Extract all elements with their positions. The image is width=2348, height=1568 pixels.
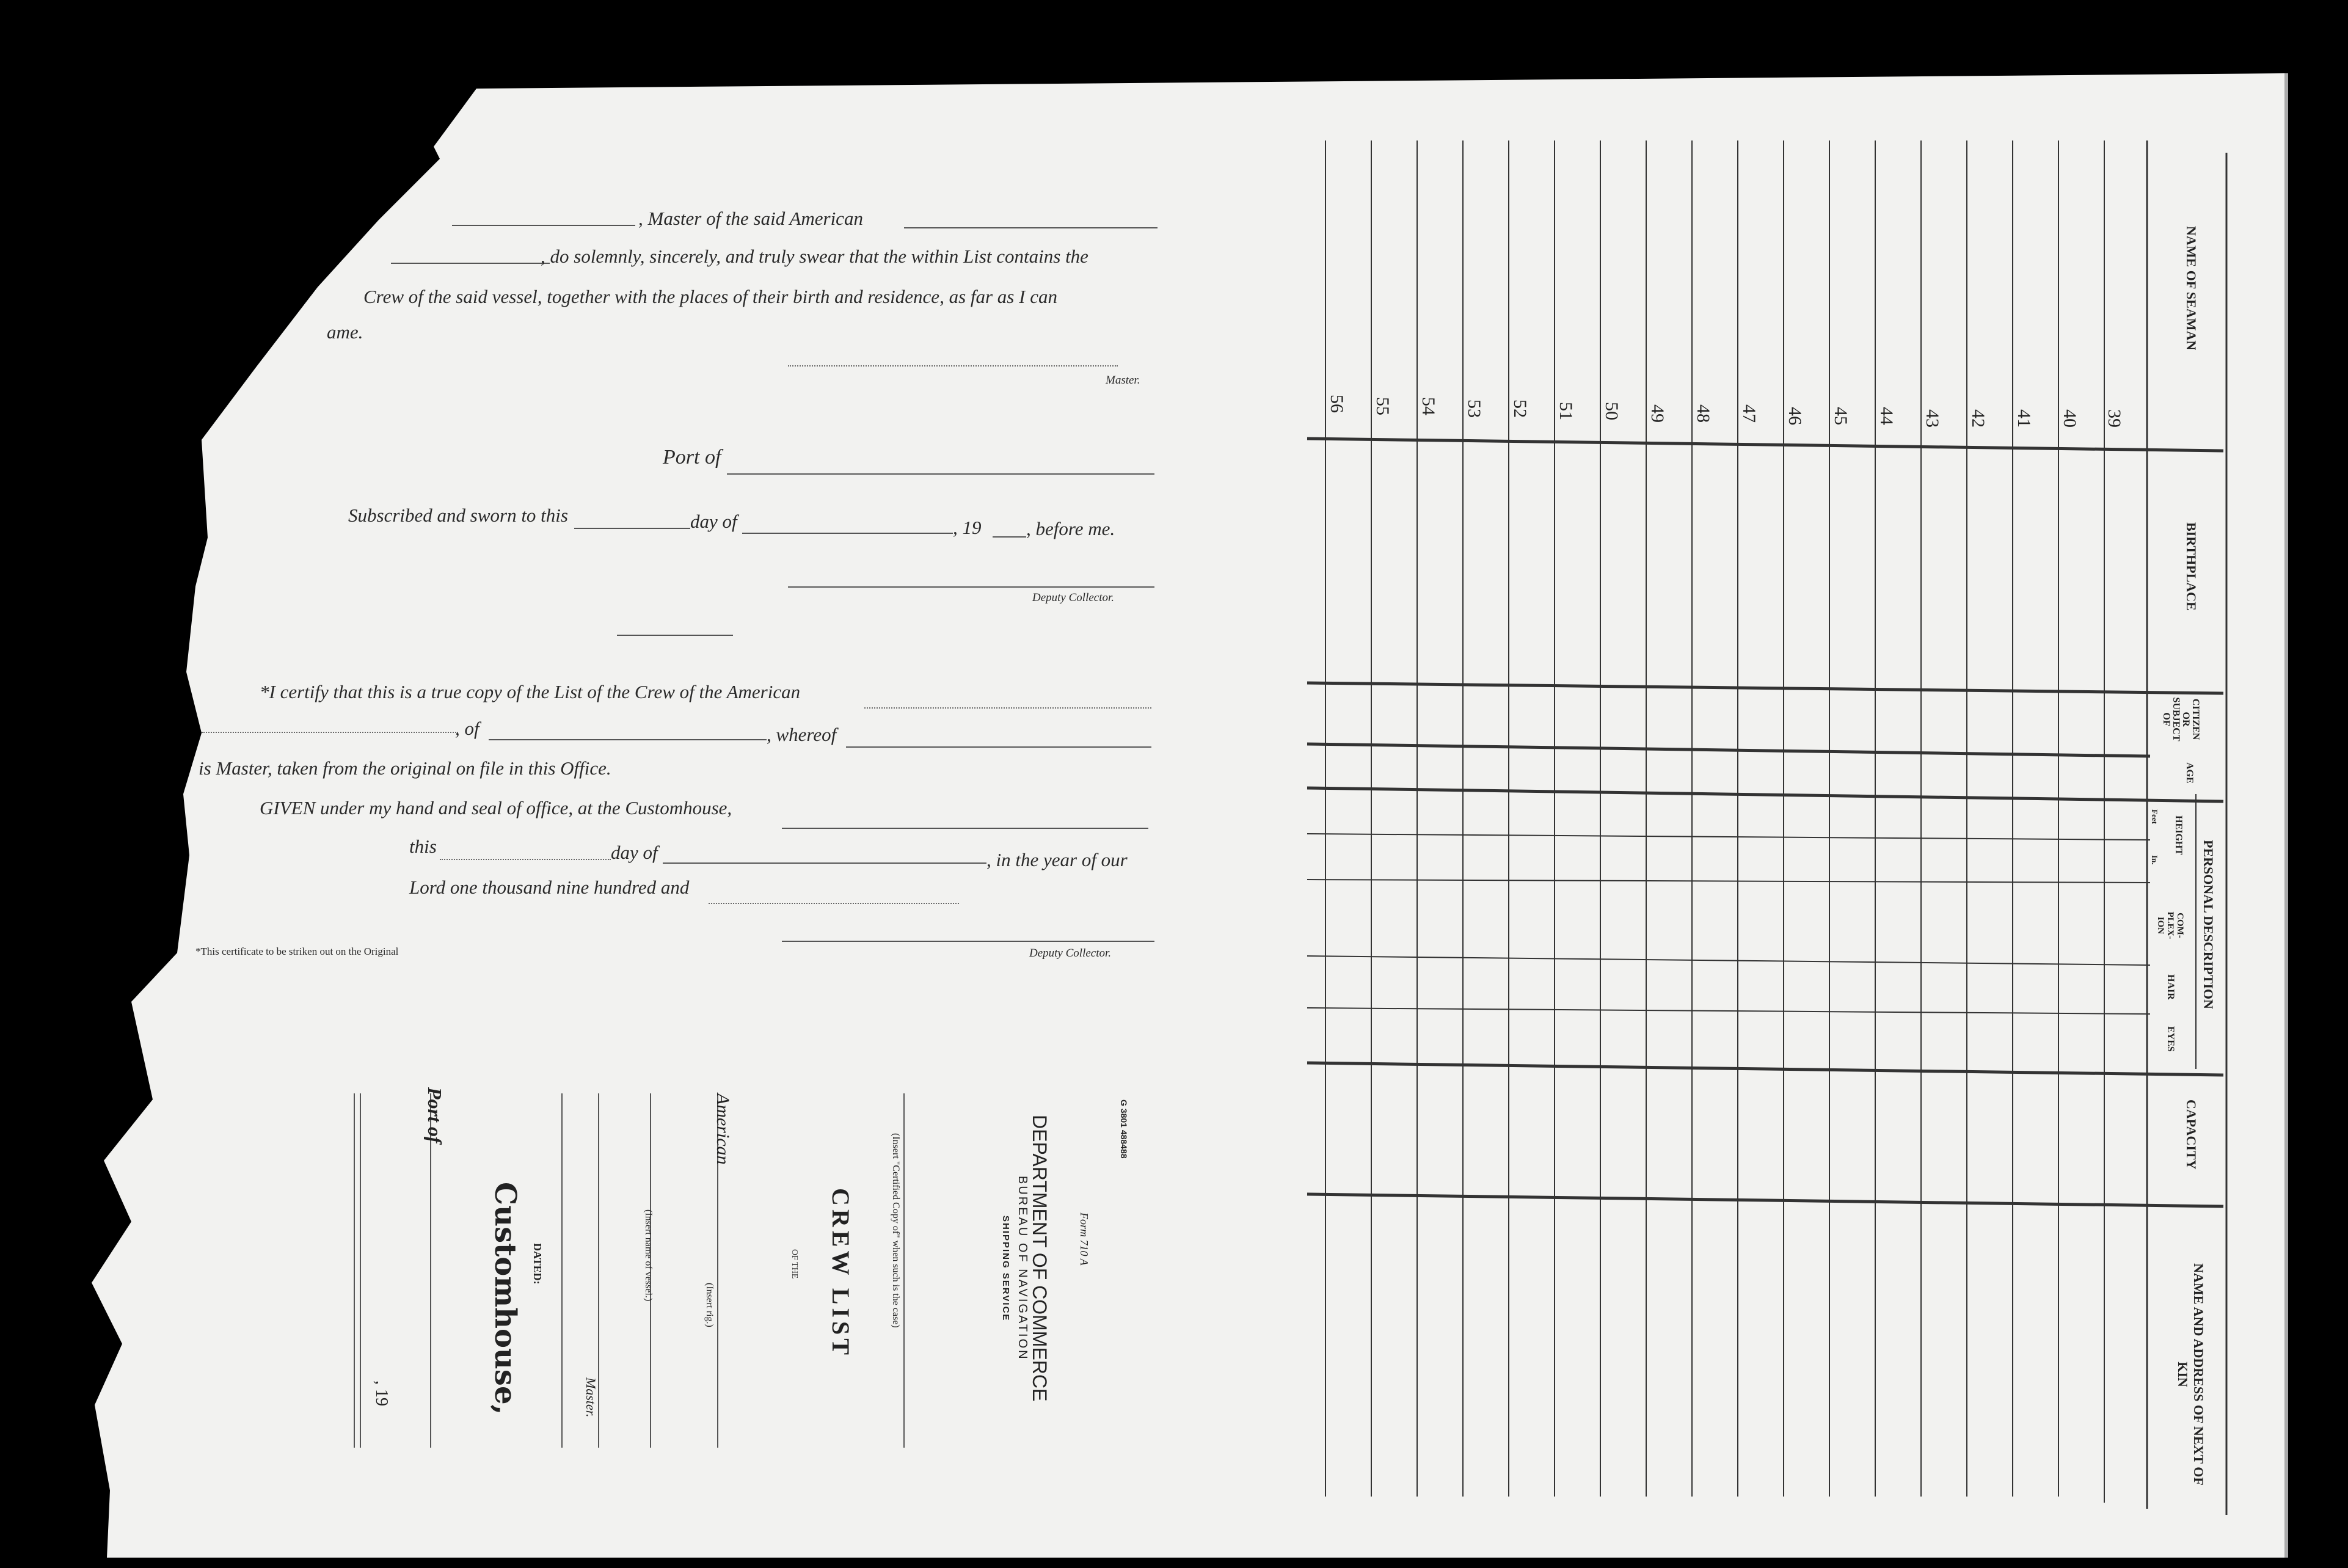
vessel-name-line — [904, 227, 1158, 228]
certificate-whereof-line — [846, 746, 1151, 748]
certificate-line-3: is Master, taken from the original on file in this Office. — [199, 757, 611, 779]
certificate-this: this — [409, 836, 437, 857]
certificate-vessel-line — [864, 707, 1151, 709]
oath-line-4: ame. — [327, 321, 363, 343]
header-eyes: EYES — [2165, 1026, 2176, 1052]
header-feet: Feet — [2150, 809, 2159, 824]
row-number: 41 — [2014, 409, 2034, 428]
port-line — [727, 473, 1154, 475]
cover-master: Master. — [583, 1377, 599, 1418]
row-number: 44 — [1876, 407, 1897, 425]
header-capacity: CAPACITY — [2184, 1099, 2199, 1170]
certificate-lord: Lord one thousand nine hundred and — [409, 877, 690, 898]
certificate-month-line — [663, 862, 986, 864]
subscribed-text-a: Subscribed and sworn to this — [348, 505, 568, 526]
customhouse-line — [782, 828, 1148, 829]
header-hair: HAIR — [2165, 974, 2176, 1000]
row-number: 45 — [1831, 407, 1851, 425]
of-the-text: OF THE — [790, 1249, 799, 1279]
row-number: 50 — [1602, 402, 1622, 420]
header-height: HEIGHT — [2173, 815, 2184, 855]
row-number: 55 — [1373, 397, 1393, 415]
row-number: 46 — [1785, 407, 1805, 425]
service-title: SHIPPING SERVICE — [1001, 1216, 1011, 1322]
row-number: 48 — [1693, 404, 1713, 423]
crew-list-title: CREW LIST — [827, 1188, 855, 1358]
certificate-year-line — [709, 903, 959, 904]
certificate-footnote: *This certificate to be striken out on the Original — [195, 946, 399, 957]
department-title: DEPARTMENT OF COMMERCE — [1029, 1115, 1051, 1402]
header-age: AGE — [2184, 762, 2195, 784]
cover-port-of: Port of — [424, 1087, 446, 1143]
subscribed-month-line — [742, 533, 953, 534]
bureau-title: BUREAU OF NAVIGATION — [1016, 1176, 1029, 1361]
cover-customhouse: Customhouse, — [488, 1182, 522, 1415]
vessel-name-line-2 — [391, 263, 550, 264]
oath-line-3: Crew of the said vessel, together with the places of their birth and residence, as far as I can — [363, 286, 1057, 307]
row-number: 42 — [1968, 409, 1988, 428]
certificate-day-of: day of — [611, 842, 658, 863]
cover-year: , 19 — [372, 1380, 391, 1406]
deputy-label-1: Deputy Collector. — [1032, 591, 1115, 604]
right-edge — [2284, 73, 2288, 1558]
master-signature-label: Master. — [1106, 374, 1140, 387]
header-name-of-seaman: NAME OF SEAMAN — [2184, 226, 2199, 351]
header-citizen: CITIZEN OR SUBJECT OF — [2161, 697, 2201, 742]
row-number: 47 — [1739, 404, 1759, 423]
form-number: Form 710 A — [1078, 1212, 1090, 1266]
oath-line-2: , do solemnly, sincerely, and truly swear that the within List contains the — [541, 246, 1088, 267]
certificate-name-line — [202, 732, 458, 733]
row-number: 53 — [1464, 399, 1484, 418]
subscribed-year-line — [993, 536, 1026, 538]
master-name-line — [452, 225, 635, 226]
row-number: 40 — [2060, 409, 2080, 428]
header-complexion: COM- PLEX- ION — [2156, 911, 2185, 939]
certificate-of: , of — [455, 718, 479, 739]
master-signature-line — [788, 365, 1118, 366]
deputy-signature-line-1 — [788, 586, 1154, 588]
insert-rig-note: (Insert rig.) — [704, 1283, 715, 1327]
header-next-of-kin: NAME AND ADDRESS OF NEXT OF KIN — [2175, 1263, 2206, 1486]
row-number: 54 — [1418, 397, 1438, 415]
deputy-signature-line-2 — [782, 941, 1154, 942]
row-number: 56 — [1327, 395, 1347, 413]
certificate-day-line — [440, 859, 611, 860]
header-personal-description: PERSONAL DESCRIPTION — [2201, 840, 2216, 1009]
insert-certified-note: (Insert "Certified Copy of" when such is the case) — [891, 1133, 901, 1328]
certificate-of-line — [489, 739, 767, 740]
header-inches: In. — [2150, 855, 2159, 865]
port-label: Port of — [663, 446, 721, 469]
cover-dated: DATED: — [531, 1243, 544, 1285]
subscribed-text-d: , before me. — [1026, 518, 1115, 539]
certificate-line-1: *I certify that this is a true copy of the List of the Crew of the American — [260, 681, 801, 702]
row-number: 49 — [1647, 404, 1668, 423]
certificate-year-text: , in the year of our — [986, 849, 1128, 870]
row-number: 52 — [1510, 399, 1530, 418]
print-code: G 3801 488488 — [1119, 1099, 1129, 1159]
certificate-given: GIVEN under my hand and seal of office, at the Customhouse, — [260, 797, 732, 819]
certificate-whereof: , whereof — [767, 724, 837, 745]
row-number: 51 — [1556, 402, 1576, 420]
insert-vessel-note: (Insert name of vessel.) — [643, 1209, 654, 1302]
subscribed-text-b: day of — [690, 511, 737, 532]
deputy-label-2: Deputy Collector. — [1029, 947, 1112, 960]
subscribed-text-c: , 19 — [953, 517, 982, 538]
subscribed-day-line — [574, 528, 690, 529]
row-number: 39 — [2104, 409, 2124, 428]
cover-american: American — [713, 1093, 733, 1165]
header-birthplace: BIRTHPLACE — [2184, 522, 2199, 611]
row-number: 43 — [1922, 409, 1942, 428]
oath-line-1: , Master of the said American — [638, 208, 863, 229]
